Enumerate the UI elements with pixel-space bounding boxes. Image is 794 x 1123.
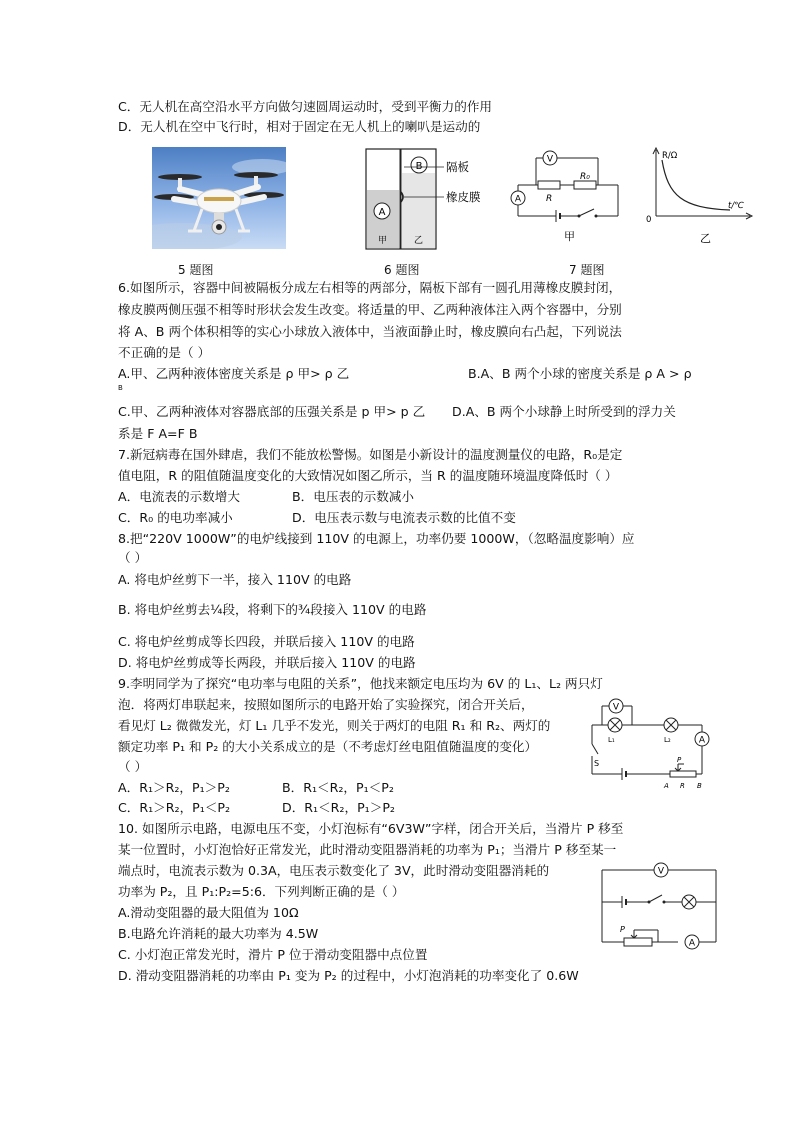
q8-fraction-quarter: ¼ xyxy=(210,602,223,617)
q5-option-d: D．无人机在空中飞行时，相对于固定在无人机上的喇叭是运动的 xyxy=(118,119,481,134)
graph-x-label: t/℃ xyxy=(728,201,744,211)
q6-option-a: A.甲、乙两种液体密度关系是 ρ 甲> ρ 乙 xyxy=(118,366,350,381)
fig9-ammeter-label: A xyxy=(698,735,706,746)
graph-origin: 0 xyxy=(646,215,652,225)
q10-line-1: 10. 如图所示电路，电源电压不变，小灯泡标有“6V3W”字样，闭合开关后，当滑片 P 移至 xyxy=(118,821,624,836)
partition-label: 隔板 xyxy=(446,160,469,174)
fig9-l1-label: L₁ xyxy=(608,736,615,744)
drone-image xyxy=(152,147,286,249)
ball-b-label: B xyxy=(415,161,423,172)
membrane-label: 橡皮膜 xyxy=(446,190,481,204)
q8-fraction-three-quarters: ¾ xyxy=(298,602,311,617)
q9-line-4: 额定功率 P₁ 和 P₂ 的大小关系成立的是（不考虑灯丝电阻值随温度的变化） xyxy=(118,739,538,754)
q10-option-b: B.电路允许消耗的最大功率为 4.5W xyxy=(118,926,319,941)
q6-line-4: 不正确的是（ ） xyxy=(118,345,211,360)
fig10-slider-label: P xyxy=(620,925,625,934)
q9-option-a: A．R₁＞R₂，P₁＞P₂ xyxy=(118,780,230,795)
fig9-switch-label: S xyxy=(594,759,600,768)
q10-option-d: D. 滑动变阻器消耗的功率由 P₁ 变为 P₂ 的过程中，小灯泡消耗的功率变化了 0.6W xyxy=(118,968,579,983)
q10-option-a: A.滑动变阻器的最大阻值为 10Ω xyxy=(118,905,299,920)
q8-option-c: C. 将电炉丝剪成等长四段，并联后接入 110V 的电路 xyxy=(118,634,415,649)
fig10-ammeter-label: A xyxy=(688,938,696,949)
q8-line-2: （ ） xyxy=(118,550,148,565)
q8-option-b xyxy=(118,602,426,618)
q7-option-a: A．电流表的示数增大 xyxy=(118,489,240,504)
figure-7-circuit xyxy=(508,148,628,250)
fig7-voltmeter-label: V xyxy=(546,154,554,165)
fig10-voltmeter-label: V xyxy=(657,866,665,877)
q8-option-a: A. 将电炉丝剪下一半，接入 110V 的电路 xyxy=(118,572,352,587)
liquid-jia-label: 甲 xyxy=(378,236,388,246)
fig7a-label: 甲 xyxy=(564,230,575,243)
fig9-voltmeter-label: V xyxy=(612,702,620,713)
fig9-rheostat-label: R xyxy=(680,782,685,790)
q6-option-c: C.甲、乙两种液体对容器底部的压强关系是 p 甲> p 乙 xyxy=(118,404,426,419)
q9-option-d: D．R₁＜R₂，P₁＞P₂ xyxy=(282,800,395,815)
drone-photo xyxy=(152,147,286,249)
q8-option-b-part3: 段接入 110V 的电路 xyxy=(310,602,427,617)
q6-option-d: D.A、B 两个小球静上时所受到的浮力关 xyxy=(452,404,676,419)
ball-a-label: A xyxy=(378,207,386,218)
figure-10-circuit xyxy=(598,860,726,952)
q9-line-5: （ ） xyxy=(118,759,148,774)
figure-9-circuit xyxy=(584,694,714,792)
q10-line-2: 某一位置时，小灯泡恰好正常发光，此时滑动变阻器消耗的功率为 P₁；当滑片 P 移至某一 xyxy=(118,842,617,857)
q10-line-4: 功率为 P₂，且 P₁:P₂=5:6．下列判断正确的是（ ） xyxy=(118,884,405,899)
q10-option-c: C. 小灯泡正常发光时，滑片 P 位于滑动变阻器中点位置 xyxy=(118,947,428,962)
q8-option-b-part2: 段，将剩下的 xyxy=(222,602,298,617)
q9-option-c: C．R₁＞R₂，P₁＜P₂ xyxy=(118,800,231,815)
liquid-yi-label: 乙 xyxy=(414,236,424,246)
fig7-r-label: R xyxy=(546,194,553,204)
fig9-l2-label: L₂ xyxy=(664,736,671,744)
caption-fig6: 6 题图 xyxy=(384,263,420,277)
caption-fig5: 5 题图 xyxy=(178,263,214,277)
q6-option-b: B.A、B 两个小球的密度关系是 ρ A > ρ xyxy=(468,366,692,381)
q7-option-d: D．电压表示数与电流表示数的比值不变 xyxy=(292,510,516,525)
graph-y-label: R/Ω xyxy=(662,151,678,161)
figure-7-graph xyxy=(642,146,770,252)
fig7b-label: 乙 xyxy=(700,232,711,245)
q9-option-b: B．R₁＜R₂，P₁＜P₂ xyxy=(282,780,394,795)
fig9-end-a-label: A xyxy=(664,782,669,790)
figure-6-container xyxy=(362,143,497,255)
q6-option-d-cont: 系是 F A=F B xyxy=(118,426,198,441)
q7-line-1: 7.新冠病毒在国外肆虐，我们不能放松警惕。如图是小新设计的温度测量仪的电路，R₀是定 xyxy=(118,447,623,462)
q10-line-3: 端点时，电流表示数为 0.3A，电压表示数变化了 3V，此时滑动变阻器消耗的 xyxy=(118,863,550,878)
fig7-r0-label: R₀ xyxy=(580,172,590,182)
q6-line-3: 将 A、B 两个体积相等的实心小球放入液体中，当液面静止时，橡皮膜向右凸起，下列说法 xyxy=(118,324,622,339)
q8-line-1: 8.把“220V 1000W”的电炉线接到 110V 的电源上，功率仍要 1000W，（忽略温度影响）应 xyxy=(118,531,635,546)
q9-line-3: 看见灯 L₂ 微微发光，灯 L₁ 几乎不发光，则关于两灯的电阻 R₁ 和 R₂、两灯的 xyxy=(118,718,551,733)
fig7-ammeter-label: A xyxy=(514,194,522,205)
q6-line-1: 6.如图所示，容器中间被隔板分成左右相等的两部分，隔板下部有一圆孔用薄橡皮膜封闭， xyxy=(118,280,622,295)
q9-line-2: 泡．将两灯串联起来，按照如图所示的电路开始了实验探究，闭合开关后， xyxy=(118,697,534,712)
q7-line-2: 值电阻，R 的阻值随温度变化的大致情况如图乙所示，当 R 的温度随环境温度降低时（ ） xyxy=(118,468,618,483)
fig9-slider-label: P xyxy=(677,756,682,764)
q8-option-b-part1: B. 将电炉丝剪去 xyxy=(118,602,211,617)
q6-line-2: 橡皮膜两侧压强不相等时形状会发生改变。将适量的甲、乙两种液体注入两个容器中，分别 xyxy=(118,302,622,317)
fig9-end-b-label: B xyxy=(697,782,702,790)
q9-line-1: 9.李明同学为了探究“电功率与电阻的关系”，他找来额定电压均为 6V 的 L₁、L₂ 两只灯 xyxy=(118,676,603,691)
q7-option-b: B．电压表的示数减小 xyxy=(292,489,414,504)
q6-option-b-tail: B xyxy=(118,384,123,392)
caption-fig7: 7 题图 xyxy=(569,263,605,277)
q8-option-d: D. 将电炉丝剪成等长两段，并联后接入 110V 的电路 xyxy=(118,655,416,670)
q5-option-c: C．无人机在高空沿水平方向做匀速圆周运动时，受到平衡力的作用 xyxy=(118,99,493,114)
q7-option-c: C．R₀ 的电功率减小 xyxy=(118,510,233,525)
